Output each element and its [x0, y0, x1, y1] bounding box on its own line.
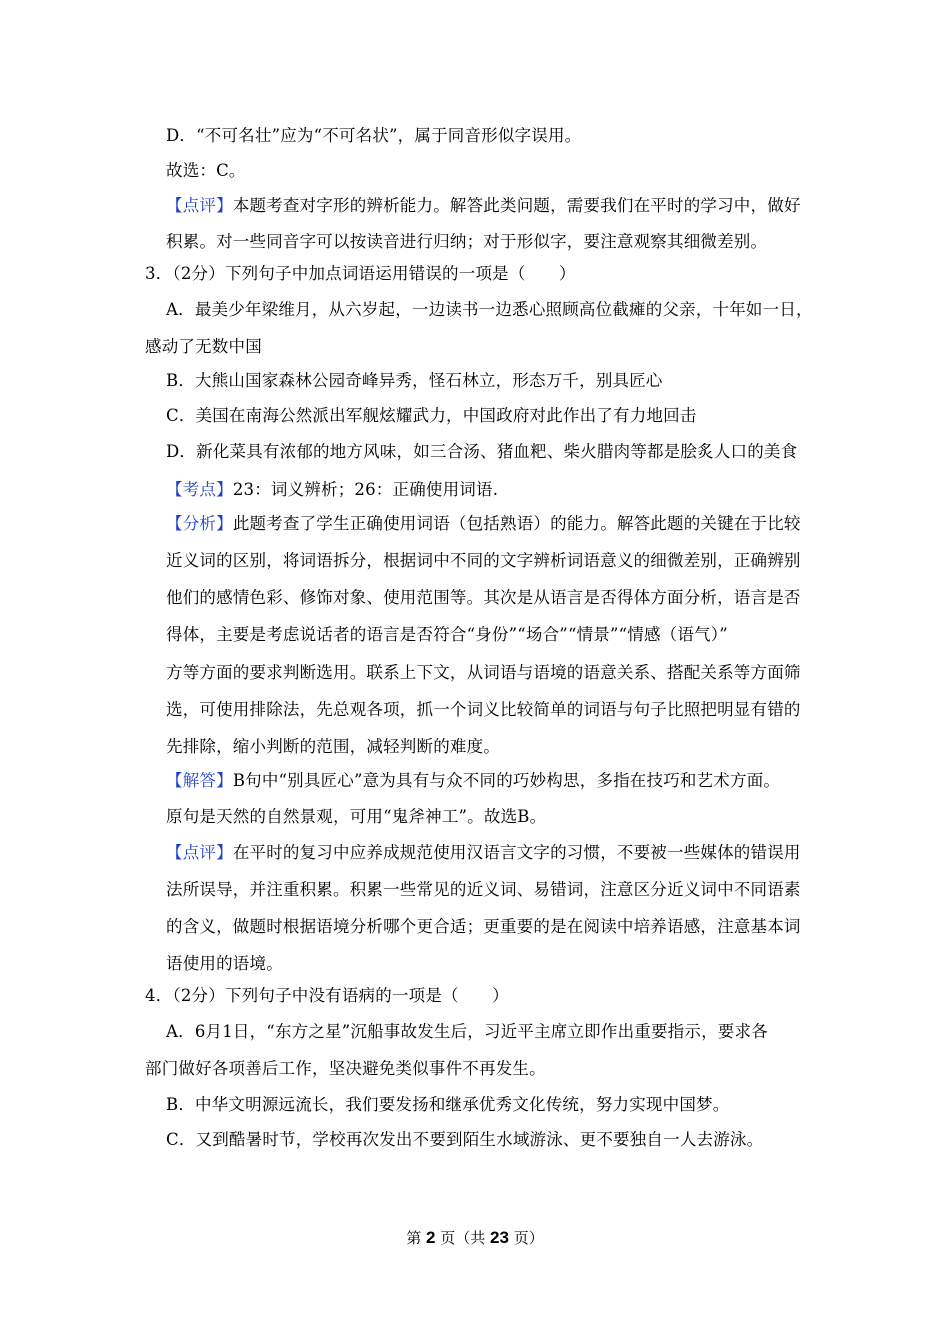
answer-tag: 【解答】 — [166, 771, 233, 790]
q3-analysis-line-5: 方等方面的要求判断选用。联系上下文，从词语与语境的语意关系、搭配关系等方面筛 — [166, 663, 801, 682]
analysis-tag: 【分析】 — [166, 514, 233, 533]
q3-option-c: C．美国在南海公然派出军舰炫耀武力，中国政府对此作出了有力地回击 — [166, 406, 697, 425]
q4-option-a-line-1: A．6月1日，“东方之星”沉船事故发生后，习近平主席立即作出重要指示，要求各 — [166, 1022, 768, 1041]
q3-analysis-line-2: 近义词的区别，将词语拆分，根据词中不同的文字辨析词语意义的细微差别，正确辨别 — [166, 551, 801, 570]
q4-option-a-line-2: 部门做好各项善后工作，坚决避免类似事件不再发生。 — [145, 1059, 546, 1078]
q3-stem: 3．（2分）下列句子中加点词语运用错误的一项是（ ） — [145, 264, 576, 283]
q3-kaodian: 【考点】23：词义辨析；26：正确使用词语. — [166, 480, 499, 499]
q3-analysis-line-1: 【分析】此题考查了学生正确使用词语（包括熟语）的能力。解答此题的关键在于比较 — [166, 514, 801, 533]
q3-analysis-line-4: 得体，主要是考虑说话者的语言是否符合“身份”“场合”“情景”“情感（语气）” — [166, 625, 728, 644]
q2-comment-line-2: 积累。对一些同音字可以按读音进行归纳；对于形似字，要注意观察其细微差别。 — [166, 232, 768, 251]
q3-analysis-line-3: 他们的感情色彩、修饰对象、使用范围等。其次是从语言是否得体方面分析，语言是否 — [166, 588, 801, 607]
page-number: 2 — [426, 1228, 436, 1247]
q2-answer: 故选：C。 — [166, 161, 246, 180]
page-footer: 第 2 页（共 23 页） — [406, 1228, 544, 1247]
q3-answer-line-1: 【解答】B句中“别具匠心”意为具有与众不同的巧妙构思，多指在技巧和艺术方面。 — [166, 771, 781, 790]
q4-option-c: C．又到酷暑时节，学校再次发出不要到陌生水域游泳、更不要独自一人去游泳。 — [166, 1130, 764, 1149]
q2-comment-line-1: 【点评】本题考查对字形的辨析能力。解答此类问题，需要我们在平时的学习中，做好 — [166, 196, 801, 215]
q3-analysis-line-6: 选，可使用排除法，先总观各项，抓一个词义比较简单的词语与句子比照把明显有错的 — [166, 700, 801, 719]
q3-comment-line-4: 语使用的语境。 — [166, 954, 283, 973]
q3-option-a-line-1: A．最美少年梁维月，从六岁起，一边读书一边悉心照顾高位截瘫的父亲，十年如一日， — [166, 300, 813, 319]
q3-option-d: D．新化菜具有浓郁的地方风味，如三合汤、猪血粑、柴火腊肉等都是脍炙人口的美食 — [166, 442, 798, 461]
q4-option-b: B．中华文明源远流长，我们要发扬和继承优秀文化传统，努力实现中国梦。 — [166, 1095, 730, 1114]
q3-option-a-line-2: 感动了无数中国 — [145, 337, 262, 356]
kaodian-tag: 【考点】 — [166, 480, 233, 499]
total-pages: 23 — [490, 1228, 509, 1247]
q3-comment-line-1: 【点评】在平时的复习中应养成规范使用汉语言文字的习惯，不要被一些媒体的错误用 — [166, 843, 801, 862]
q3-comment-line-2: 法所误导，并注重积累。积累一些常见的近义词、易错词，注意区分近义词中不同语素 — [166, 880, 801, 899]
comment-tag: 【点评】 — [166, 843, 233, 862]
q3-answer-line-2: 原句是天然的自然景观，可用“鬼斧神工”。故选B。 — [166, 807, 547, 826]
q2-option-d: D．“不可名壮”应为“不可名状”，属于同音形似字误用。 — [166, 126, 582, 145]
q3-comment-line-3: 的含义，做题时根据语境分析哪个更合适；更重要的是在阅读中培养语感，注意基本词 — [166, 917, 801, 936]
q3-option-b: B．大熊山国家森林公园奇峰异秀，怪石林立，形态万千，别具匠心 — [166, 371, 663, 390]
comment-tag: 【点评】 — [166, 196, 233, 215]
q3-analysis-line-7: 先排除，缩小判断的范围，减轻判断的难度。 — [166, 737, 500, 756]
q4-stem: 4．（2分）下列句子中没有语病的一项是（ ） — [145, 986, 509, 1005]
